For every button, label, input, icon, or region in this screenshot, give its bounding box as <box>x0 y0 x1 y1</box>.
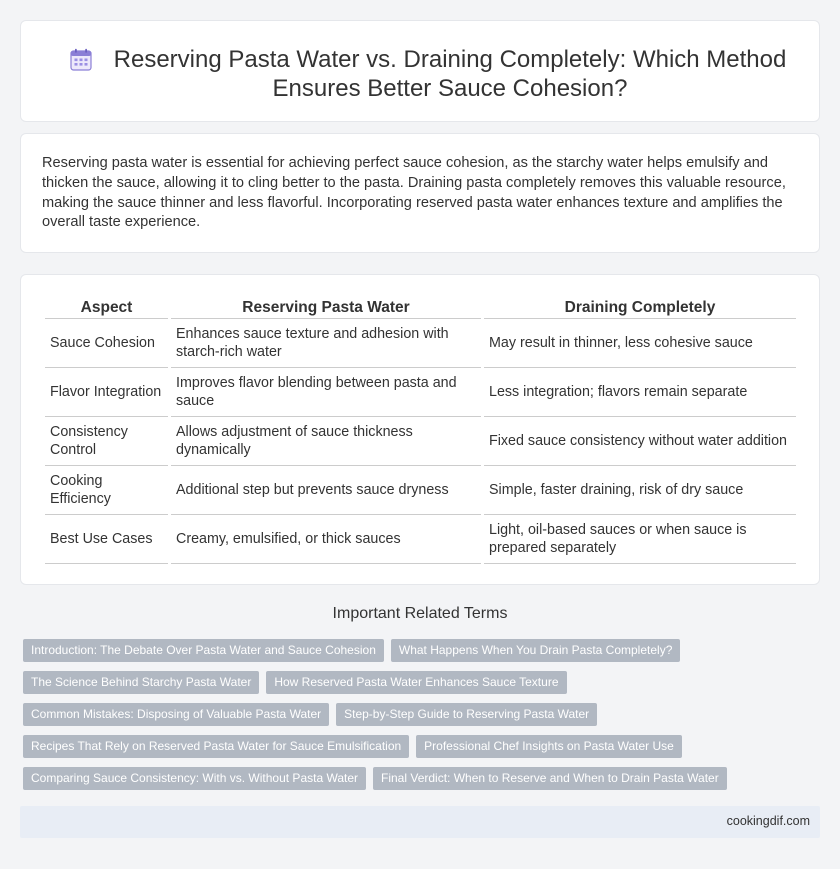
page-title: Reserving Pasta Water vs. Draining Completely: Which Method Ensures Better Sauce Cohesion? <box>113 46 787 102</box>
table-row <box>45 368 796 417</box>
related-term-link[interactable]: Professional Chef Insights on Pasta Water Use <box>416 735 682 758</box>
cell-aspect: Sauce Cohesion <box>45 319 168 368</box>
table-row <box>45 466 796 515</box>
cell-aspect: Best Use Cases <box>45 515 168 564</box>
cell-aspect: Cooking Efficiency <box>45 466 168 515</box>
table-row <box>45 319 796 368</box>
cell-draining: Light, oil-based sauces or when sauce is prepared separately <box>484 515 796 564</box>
table-row <box>45 417 796 466</box>
footer <box>20 806 820 838</box>
cell-draining: Fixed sauce consistency without water addition <box>484 417 796 466</box>
header-draining: Draining Completely <box>484 295 796 319</box>
cell-draining: May result in thinner, less cohesive sauce <box>484 319 796 368</box>
header-reserving: Reserving Pasta Water <box>171 295 481 319</box>
calendar-icon <box>69 48 93 72</box>
intro-card <box>20 133 820 253</box>
header-aspect: Aspect <box>45 295 168 319</box>
cell-draining: Simple, faster draining, risk of dry sauce <box>484 466 796 515</box>
table-header-row <box>45 295 796 319</box>
related-term-link[interactable]: The Science Behind Starchy Pasta Water <box>23 671 259 694</box>
title-card <box>20 20 820 122</box>
cell-reserving: Improves flavor blending between pasta and sauce <box>171 368 481 417</box>
cell-reserving: Allows adjustment of sauce thickness dynamically <box>171 417 481 466</box>
related-term-link[interactable]: What Happens When You Drain Pasta Completely? <box>391 639 681 662</box>
related-term-link[interactable]: Step-by-Step Guide to Reserving Pasta Water <box>336 703 597 726</box>
related-term-link[interactable]: Introduction: The Debate Over Pasta Water and Sauce Cohesion <box>23 639 384 662</box>
related-terms-heading: Important Related Terms <box>332 605 508 622</box>
related-term-link[interactable]: How Reserved Pasta Water Enhances Sauce Texture <box>266 671 566 694</box>
footer-site-link[interactable]: cookingdif.com <box>726 814 810 828</box>
related-term-link[interactable]: Final Verdict: When to Reserve and When to Drain Pasta Water <box>373 767 727 790</box>
related-term-link[interactable]: Common Mistakes: Disposing of Valuable Pasta Water <box>23 703 329 726</box>
related-terms-list <box>23 639 823 799</box>
intro-paragraph: Reserving pasta water is essential for achieving perfect sauce cohesion, as the starchy water helps emulsify and thicken the sauce, allowing it to cling better to the pasta. Draining pasta completely removes this valuable resource, making the sauce thinner and less flavorful. Incorporating reserved pasta water enhances texture and amplifies the overall taste experience. <box>42 155 786 231</box>
cell-aspect: Flavor Integration <box>45 368 168 417</box>
cell-reserving: Creamy, emulsified, or thick sauces <box>171 515 481 564</box>
comparison-table <box>42 295 799 564</box>
table-row <box>45 515 796 564</box>
cell-reserving: Additional step but prevents sauce dryness <box>171 466 481 515</box>
cell-draining: Less integration; flavors remain separate <box>484 368 796 417</box>
related-term-link[interactable]: Comparing Sauce Consistency: With vs. Without Pasta Water <box>23 767 366 790</box>
cell-aspect: Consistency Control <box>45 417 168 466</box>
related-term-link[interactable]: Recipes That Rely on Reserved Pasta Water for Sauce Emulsification <box>23 735 409 758</box>
table-card <box>20 274 820 585</box>
cell-reserving: Enhances sauce texture and adhesion with starch-rich water <box>171 319 481 368</box>
